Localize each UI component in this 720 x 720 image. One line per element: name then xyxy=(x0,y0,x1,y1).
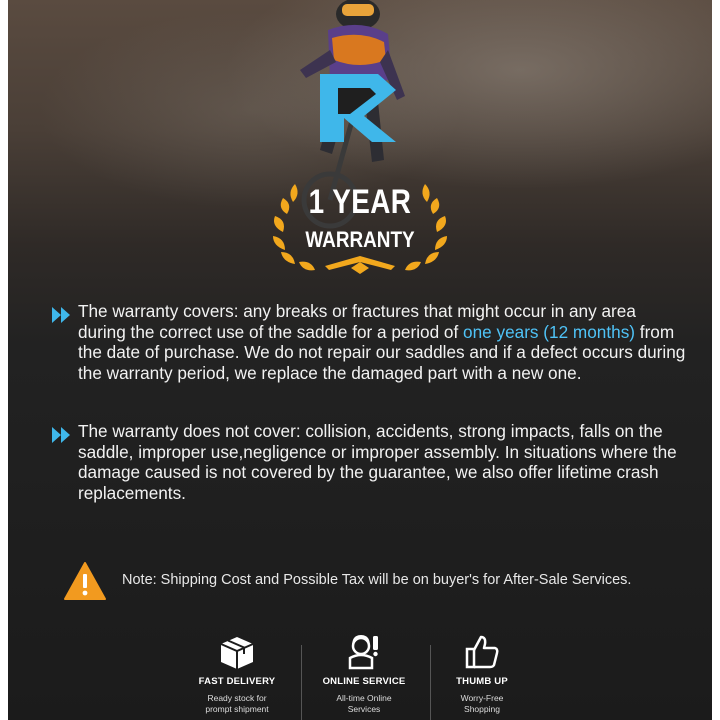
feature-online-service xyxy=(309,632,419,715)
warranty-label: WARRANTY xyxy=(305,227,415,252)
warranty-covers-paragraph xyxy=(78,301,688,383)
feature-subtitle-line: Ready stock for xyxy=(207,693,267,703)
covers-text: The warranty covers: any breaks or fractures that might occur in any area during the correct use of the saddle for a period of xyxy=(78,301,636,342)
feature-divider xyxy=(301,645,302,720)
box-icon xyxy=(217,632,257,672)
double-chevron-right-icon xyxy=(50,425,72,445)
feature-thumb-up xyxy=(427,632,537,715)
feature-title: FAST DELIVERY xyxy=(198,676,276,687)
double-chevron-right-icon xyxy=(50,305,72,325)
feature-subtitle-line: prompt shipment xyxy=(205,704,269,714)
brand-logo xyxy=(316,70,402,146)
feature-subtitle-line: Worry-Free xyxy=(460,693,504,703)
warning-icon xyxy=(63,561,107,601)
feature-title: ONLINE SERVICE xyxy=(322,676,406,687)
feature-fast-delivery xyxy=(182,632,292,715)
feature-subtitle-line: Services xyxy=(347,704,381,714)
feature-subtitle-line: Shopping xyxy=(464,704,500,714)
feature-title: THUMB UP xyxy=(456,676,508,687)
feature-subtitle xyxy=(309,693,419,715)
thumbs-up-icon xyxy=(462,632,502,672)
headset-icon xyxy=(344,632,384,672)
warranty-exclusions-paragraph: The warranty does not cover: collision, accidents, strong impacts, falls on the saddle, improper use,negligence or improper assembly. In situations where the damage caused is not covered by the guarantee, we also offer lifetime crash replacements. xyxy=(78,421,677,503)
warranty-period-highlight: one years (12 months) xyxy=(463,321,636,342)
feature-subtitle-line: All-time Online xyxy=(336,693,392,703)
shipping-note: Note: Shipping Cost and Possible Tax will be on buyer's for After-Sale Services. xyxy=(122,572,632,588)
feature-subtitle xyxy=(182,693,292,715)
feature-subtitle xyxy=(427,693,537,715)
left-border xyxy=(0,0,8,720)
warranty-years: 1 YEAR xyxy=(308,183,412,221)
right-border xyxy=(712,0,720,720)
covers-text-end: from the date of purchase. We do not repair our saddles and if a defect occurs during the warranty period, we replace the damaged part with a new one. xyxy=(78,321,686,383)
